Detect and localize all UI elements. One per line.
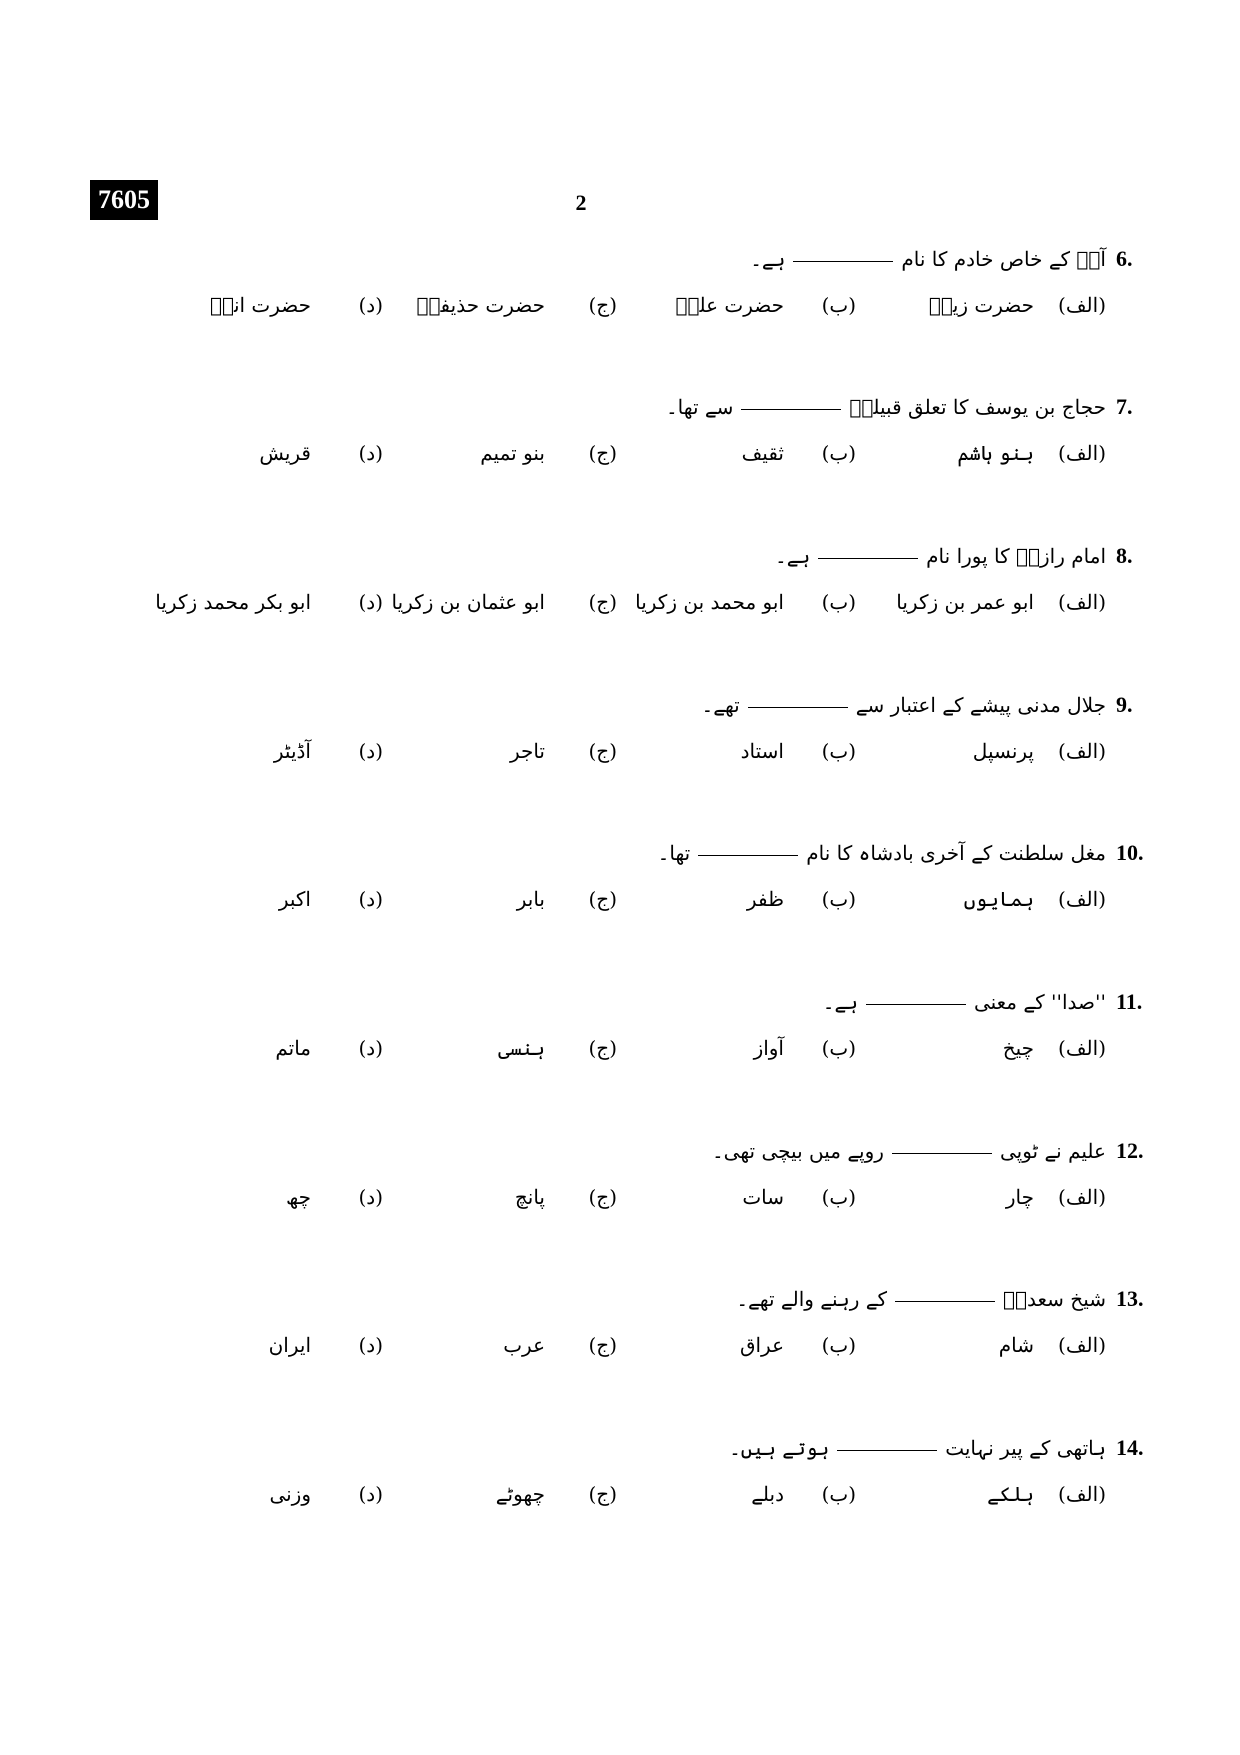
question-6 <box>0 244 1240 384</box>
question-number: 14. <box>1116 1435 1144 1460</box>
question-text: ''صدا'' کے معنیہے۔ <box>822 990 1106 1014</box>
option-c: (ج)حضرت حذیفہؓ <box>416 293 617 317</box>
option-a: (الف)ہلکے <box>987 1482 1106 1506</box>
option-c: (ج)بابر <box>516 887 617 911</box>
option-b: (ب)سات <box>742 1185 856 1209</box>
question-text: ہاتھی کے پیر نہایتہوتے ہیں۔ <box>729 1436 1106 1460</box>
option-c: (ج)چھوٹے <box>495 1482 617 1506</box>
answer-blank <box>892 1153 992 1154</box>
answer-blank <box>866 1004 966 1005</box>
option-b: (ب)ابو محمد بن زکریا <box>635 590 856 614</box>
option-b: (ب)عراق <box>739 1333 856 1357</box>
question-number: 13. <box>1116 1286 1144 1311</box>
option-d: (د)ماتم <box>275 1036 383 1060</box>
paper-code-badge: 7605 <box>90 180 158 220</box>
question-text: علیم نے ٹوپیروپے میں بیچی تھی۔ <box>711 1139 1106 1163</box>
answer-blank <box>895 1301 995 1302</box>
option-d: (د)ایران <box>268 1333 383 1357</box>
option-b: (ب)دبلے <box>751 1482 856 1506</box>
question-14 <box>0 1433 1240 1573</box>
option-d: (د)حضرت انسؓ <box>209 293 383 317</box>
option-c: (ج)بنو تمیم <box>480 441 617 465</box>
question-7 <box>0 392 1240 532</box>
answer-blank <box>837 1450 937 1451</box>
option-c: (ج)تاجر <box>509 739 617 763</box>
option-a: (الف)پرنسپل <box>972 739 1106 763</box>
question-number: 8. <box>1116 543 1133 568</box>
option-a: (الف)ابو عمر بن زکریا <box>896 590 1106 614</box>
question-number: 11. <box>1116 989 1143 1014</box>
question-10 <box>0 838 1240 978</box>
option-b: (ب)ظفر <box>746 887 856 911</box>
option-a: (الف)بنو ہاشم <box>957 441 1106 465</box>
option-d: (د)آڈیٹر <box>273 739 383 763</box>
option-c: (ج)پانچ <box>514 1185 617 1209</box>
question-8 <box>0 541 1240 681</box>
question-number: 9. <box>1116 692 1133 717</box>
option-c: (ج)ابو عثمان بن زکریا <box>391 590 617 614</box>
question-12 <box>0 1136 1240 1276</box>
question-number: 7. <box>1116 394 1133 419</box>
option-d: (د)ابو بکر محمد زکریا <box>155 590 383 614</box>
answer-blank <box>741 409 841 410</box>
option-a: (الف)شام <box>998 1333 1106 1357</box>
question-number: 12. <box>1116 1138 1144 1163</box>
question-9 <box>0 690 1240 830</box>
option-a: (الف)ہمایوں <box>963 887 1106 911</box>
option-a: (الف)چیخ <box>1002 1036 1106 1060</box>
question-11 <box>0 987 1240 1127</box>
question-number: 10. <box>1116 840 1144 865</box>
option-c: (ج)عرب <box>503 1333 617 1357</box>
question-13 <box>0 1284 1240 1424</box>
page-number: 2 <box>575 190 587 215</box>
question-text: حجاج بن یوسف کا تعلق قبیلہٗسے تھا۔ <box>665 395 1106 419</box>
option-d: (د)قریش <box>259 441 383 465</box>
option-d: (د)اکبر <box>278 887 383 911</box>
question-number: 6. <box>1116 246 1133 271</box>
option-d: (د)وزنی <box>269 1482 383 1506</box>
question-text: شیخ سعدیؒکے رہنے والے تھے۔ <box>736 1287 1106 1311</box>
option-a: (الف)چار <box>1005 1185 1106 1209</box>
answer-blank <box>793 261 893 262</box>
question-text: مغل سلطنت کے آخری بادشاہ کا نامتھا۔ <box>657 841 1106 865</box>
answer-blank <box>818 558 918 559</box>
option-b: (ب)استاد <box>740 739 856 763</box>
answer-blank <box>698 855 798 856</box>
question-text: جلال مدنی پیشے کے اعتبار سےتھے۔ <box>701 693 1106 717</box>
option-c: (ج)ہنسی <box>498 1036 617 1060</box>
answer-blank <box>748 707 848 708</box>
question-text: امام رازیؒ کا پورا نامہے۔ <box>775 544 1106 568</box>
option-d: (د)چھ <box>286 1185 383 1209</box>
question-text: آپؐ کے خاص خادم کا نامہے۔ <box>750 247 1106 271</box>
option-a: (الف)حضرت زیدؓ <box>928 293 1106 317</box>
option-b: (ب)آواز <box>753 1036 856 1060</box>
option-b: (ب)ثقیف <box>741 441 856 465</box>
option-b: (ب)حضرت علیؓ <box>675 293 856 317</box>
